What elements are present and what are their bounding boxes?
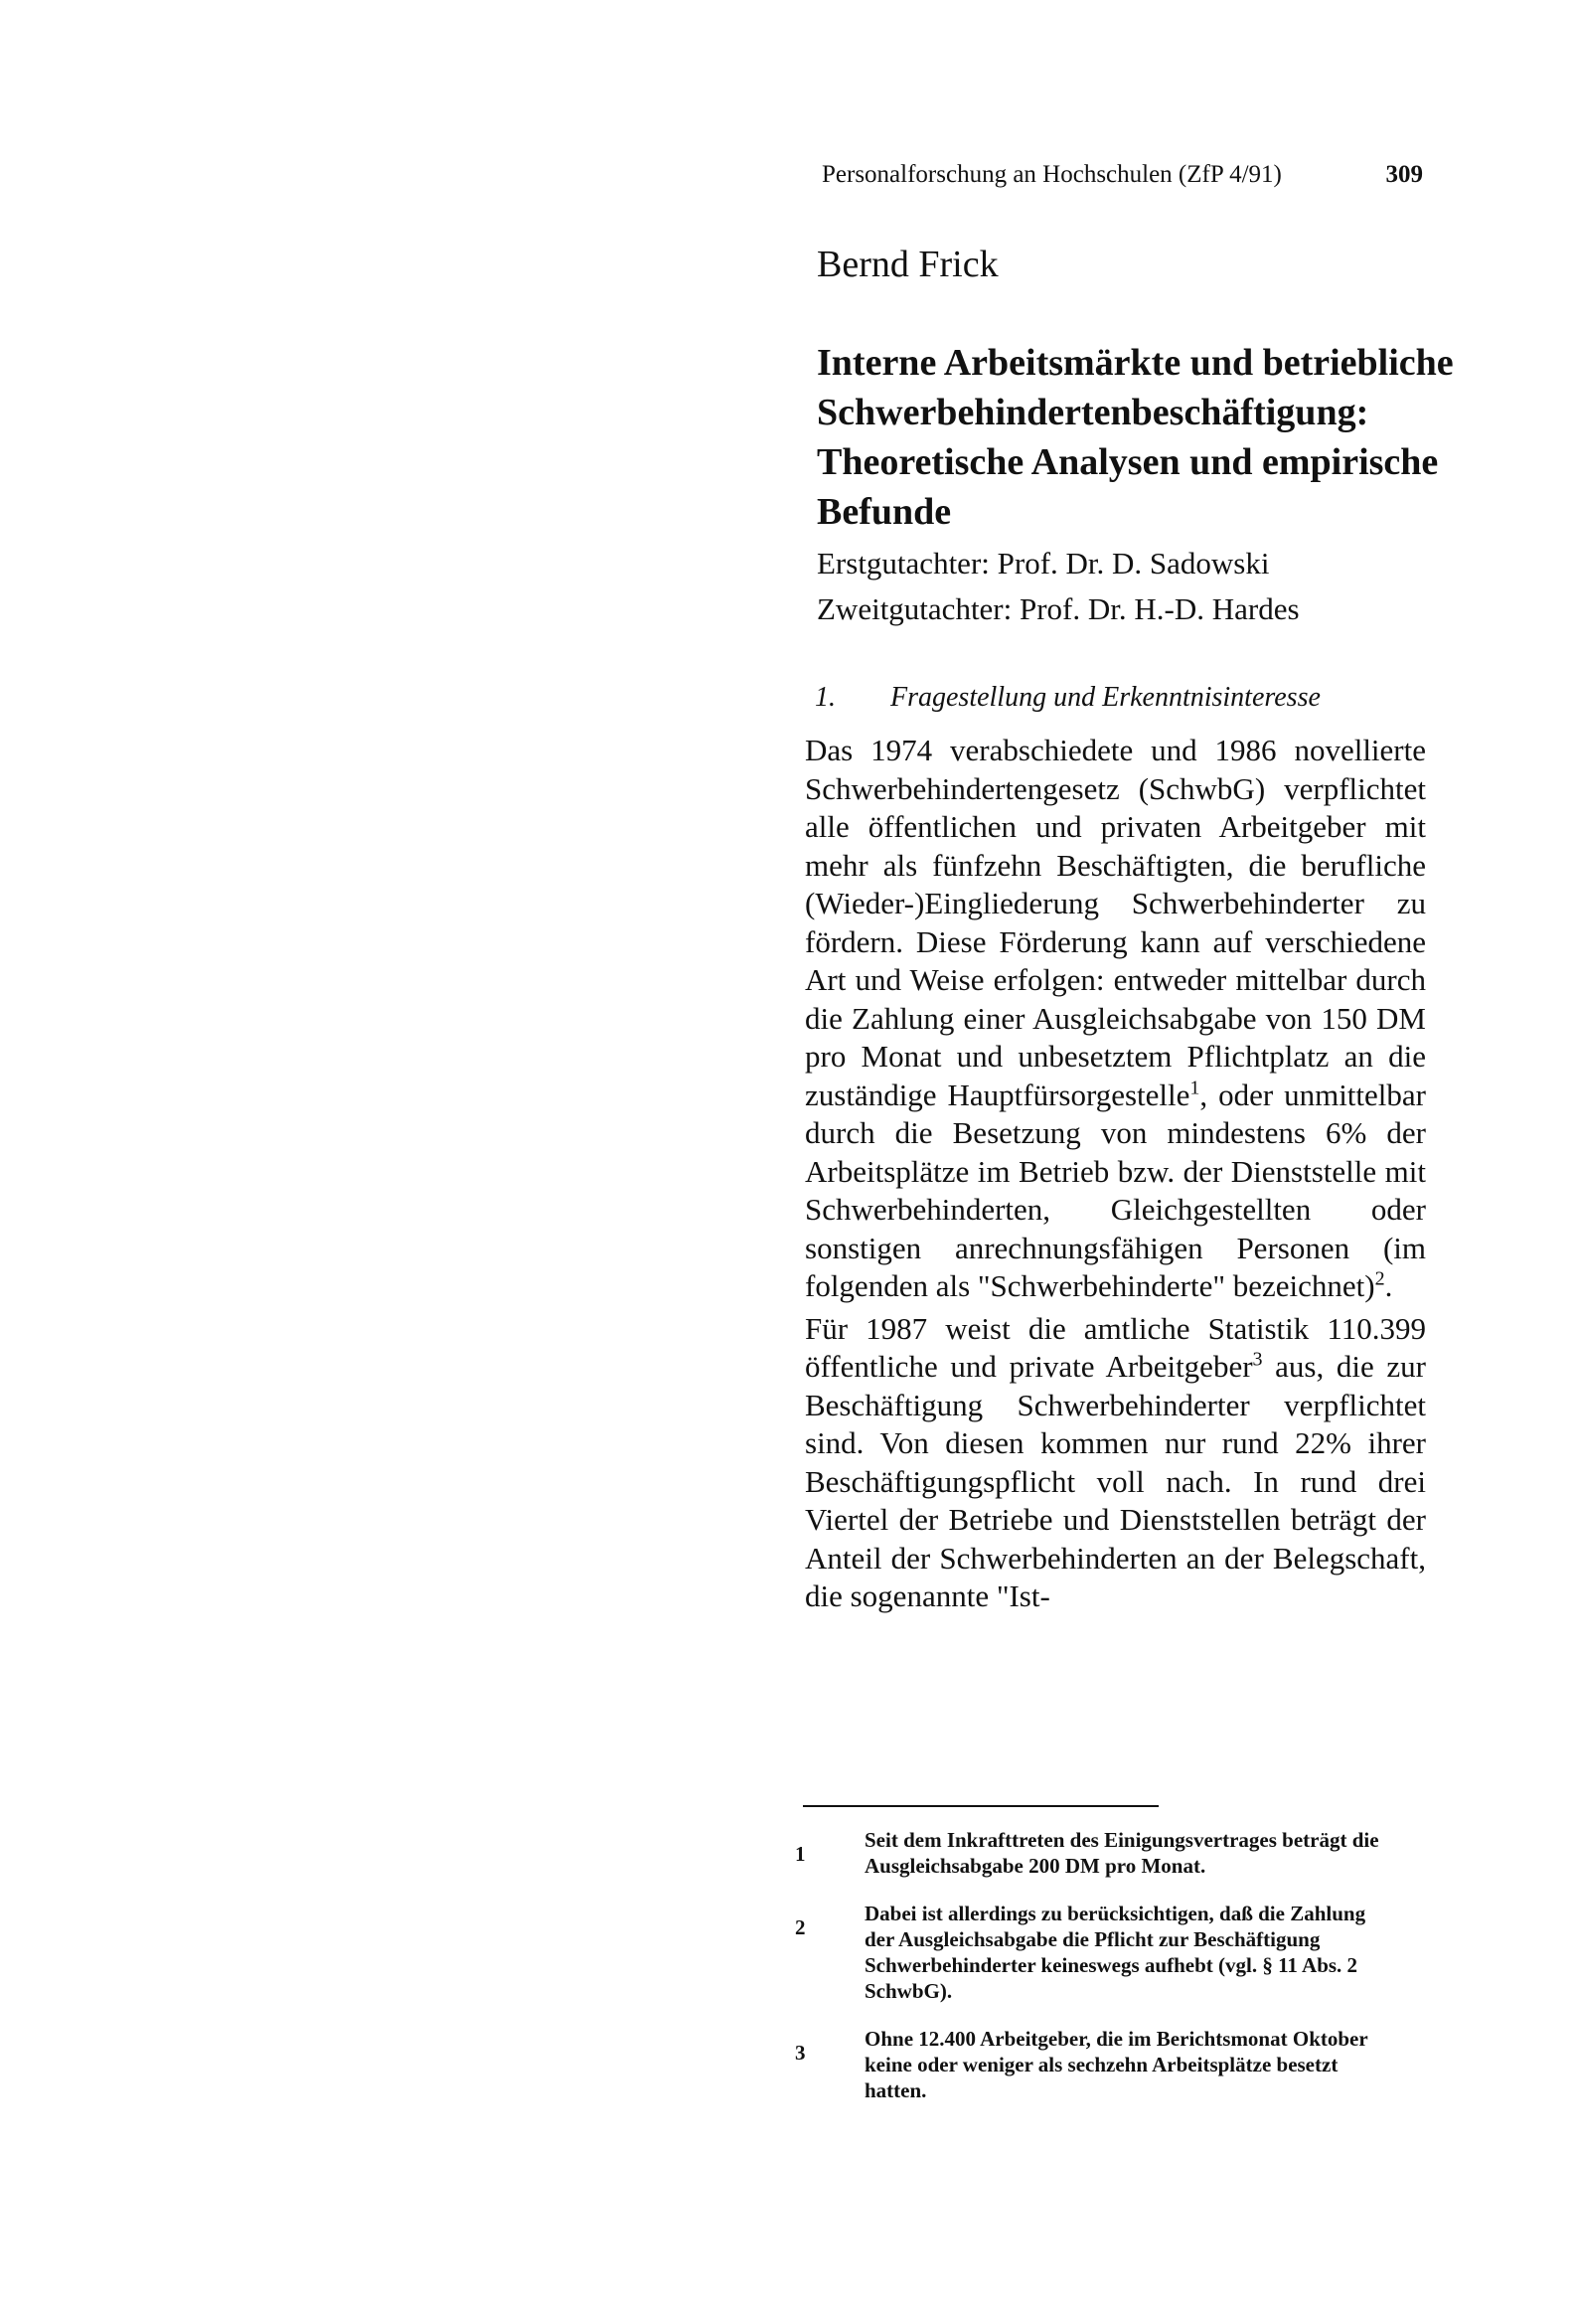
author-name: Bernd Frick [817, 244, 999, 285]
footnote [795, 1901, 1391, 2004]
running-title: Personalforschung an Hochschulen (ZfP 4/91) [822, 161, 1282, 188]
page-number: 309 [1385, 161, 1423, 188]
second-examiner: Zweitgutachter: Prof. Dr. H.-D. Hardes [817, 591, 1300, 626]
paragraph: Das 1974 verabschiedete und 1986 novellierte Schwerbehindertengesetz (SchwbG) verpflichtet alle öffentlichen und privaten Arbeitgeber mit mehr als fünfzehn Beschäftigten, die berufliche (Wieder-)Eingliederung Schwerbehinderter zu fördern. Diese Förderung kann auf verschiedene Art und Weise erfolgen: entweder mittelbar durch die Zahlung einer Ausgleichsabgabe von 150 DM pro Monat und unbesetztem Pflichtplatz an die zuständige Hauptfürsorgestelle$^1$, oder unmittelbar durch die Besetzung von mindestens 6% der Arbeitsplätze im Betrieb bzw. der Dienststelle mit Schwerbehinderten, Gleichgestellten oder sonstigen anrechnungsfähigen Personen (im folgenden als "Schwerbehinderte" bezeichnet)$^2$. [805, 733, 1426, 1303]
footnote-ref: 1 [1189, 1077, 1200, 1099]
footnote [795, 2026, 1391, 2103]
title-line: Theoretische Analysen und empirische [817, 441, 1439, 483]
paragraph: Für 1987 weist die amtliche Statistik 110.399 öffentliche und private Arbeitgeber$^3$ aus, die zur Beschäftigung Schwerbehinderter verpflichtet sind. Von diesen kommen nur rund 22% ihrer Beschäftigungspflicht voll nach. In rund drei Viertel der Betriebe und Dienststellen beträgt der Anteil der Schwerbehinderten an der Belegschaft, die sogenannte "Ist- [805, 1310, 1426, 1613]
footnote-number: 1 [795, 1842, 806, 1866]
body-text [805, 732, 1426, 1616]
article-title [817, 338, 1454, 537]
footnote [795, 1827, 1391, 1879]
section-number: 1. [815, 682, 836, 713]
first-examiner: Erstgutachter: Prof. Dr. D. Sadowski [817, 546, 1270, 581]
footnotes [795, 1827, 1391, 2125]
footnote-text: Dabei ist allerdings zu berücksichtigen, daß die Zahlung der Ausgleichsabgabe die Pflicht zur Beschäftigung Schwerbehinderter keineswegs aufhebt (vgl. § 11 Abs. 2 SchwbG). [865, 1902, 1366, 2003]
running-header [822, 161, 1423, 189]
examiners-block [817, 541, 1300, 632]
footnote-text: Ohne 12.400 Arbeitgeber, die im Berichtsmonat Oktober keine oder weniger als sechzehn Arbeitsplätze besetzt hatten. [865, 2027, 1368, 2102]
footnote-number: 2 [795, 1915, 806, 1939]
section-title: Fragestellung und Erkenntnisinteresse [890, 682, 1321, 713]
title-line: Interne Arbeitsmärkte und betriebliche [817, 342, 1454, 384]
title-line: Schwerbehindertenbeschäftigung: [817, 392, 1369, 433]
footnote-ref: 3 [1252, 1348, 1263, 1371]
section-heading [815, 682, 1321, 714]
footnote-ref: 2 [1374, 1267, 1385, 1290]
title-line: Befunde [817, 491, 952, 533]
footnote-number: 3 [795, 2041, 806, 2065]
footnote-divider [803, 1805, 1159, 1807]
footnote-text: Seit dem Inkrafttreten des Einigungsvertrages beträgt die Ausgleichsabgabe 200 DM pro Monat. [865, 1828, 1379, 1878]
